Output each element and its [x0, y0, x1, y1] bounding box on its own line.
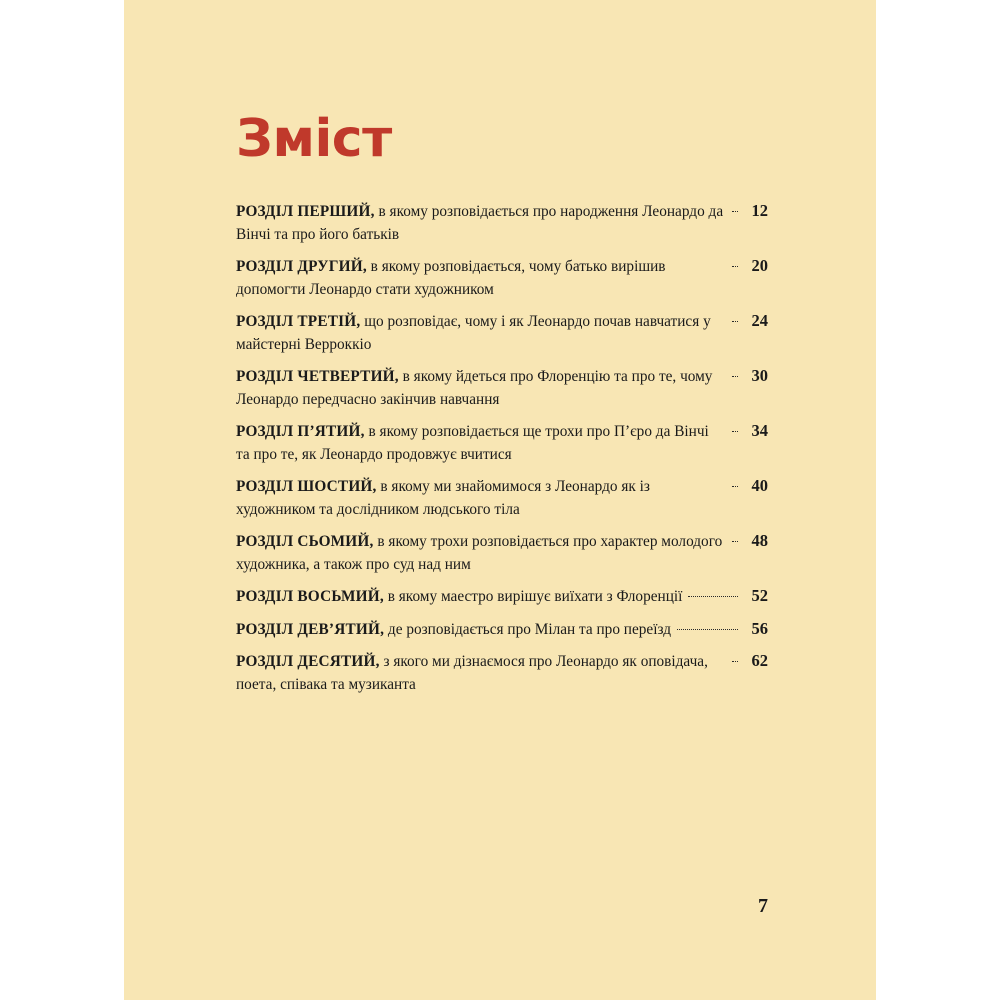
toc-chapter-description: в якому розповідається ще трохи про П’єро да Вінчі та про те, як Леонардо продовжує вчитися — [236, 423, 709, 463]
toc-chapter-heading: РОЗДІЛ ДРУГИЙ, — [236, 258, 367, 275]
toc-page-number: 20 — [751, 256, 768, 275]
toc-chapter-heading: РОЗДІЛ П’ЯТИЙ, — [236, 423, 365, 440]
toc-entry[interactable] — [236, 310, 768, 356]
toc-page-number: 40 — [751, 476, 768, 495]
toc-entry-text — [236, 366, 726, 411]
toc-chapter-heading: РОЗДІЛ ДЕСЯТИЙ, — [236, 653, 380, 670]
dot-leader — [677, 629, 738, 630]
toc-entry-text — [236, 201, 726, 246]
toc-page-number: 56 — [751, 618, 768, 638]
toc-entry-line — [236, 200, 768, 246]
paper-background — [124, 0, 876, 1000]
toc-entry-text — [236, 619, 671, 642]
toc-page-number: 48 — [751, 531, 768, 550]
toc-chapter-description: де розповідається про Мілан та про переїзд — [384, 620, 672, 638]
dot-leader — [732, 211, 738, 212]
toc-entry[interactable] — [236, 255, 768, 301]
toc-page-number: 24 — [751, 311, 768, 330]
page-title: Зміст — [236, 108, 392, 169]
toc-entry-line — [236, 365, 768, 411]
toc-entry-text — [236, 651, 726, 696]
toc-entry-text — [236, 476, 726, 521]
dot-leader — [732, 321, 738, 322]
dot-leader — [732, 541, 738, 542]
toc-entry-line — [236, 650, 768, 696]
toc-entry[interactable] — [236, 530, 768, 576]
toc-entry-line — [236, 310, 768, 356]
toc-chapter-description: в якому розповідається, чому батько вирішив допомогти Леонардо стати художником — [236, 258, 666, 298]
toc-page-number: 12 — [751, 201, 768, 220]
toc-entry-line — [236, 530, 768, 576]
dot-leader — [688, 596, 738, 597]
toc-chapter-description: в якому розповідається про народження Леонардо да Вінчі та про його батьків — [236, 203, 724, 243]
toc-entry-line — [236, 255, 768, 301]
toc-chapter-heading: РОЗДІЛ ПЕРШИЙ, — [236, 203, 375, 220]
toc-entry-text — [236, 311, 726, 356]
toc-page-number: 52 — [751, 586, 768, 605]
toc-page-number: 34 — [751, 421, 768, 440]
toc-entry[interactable] — [236, 365, 768, 411]
toc-chapter-description: в якому ми знайомимося з Леонардо як із художником та дослідником людського тіла — [236, 478, 650, 518]
toc-chapter-description: в якому трохи розповідається про характер молодого художника, а також про суд над ним — [236, 533, 723, 573]
toc-chapter-description: що розповідає, чому і як Леонардо почав навчатися у майстерні Верроккіо — [236, 313, 711, 353]
toc-entry[interactable] — [236, 618, 768, 642]
toc-chapter-heading: РОЗДІЛ СЬОМИЙ, — [236, 533, 374, 550]
toc-chapter-description: в якому йдеться про Флоренцію та про те, чому Леонардо передчасно закінчив навчання — [236, 368, 713, 408]
toc-entry-text — [236, 531, 726, 576]
folio-number: 7 — [758, 895, 768, 917]
table-of-contents — [236, 200, 768, 705]
toc-entry-line — [236, 475, 768, 521]
toc-entry-text — [236, 421, 726, 466]
toc-entry[interactable] — [236, 475, 768, 521]
toc-entry-line — [236, 585, 768, 609]
toc-entry-line — [236, 420, 768, 466]
toc-page-number: 30 — [751, 366, 768, 385]
dot-leader — [732, 661, 738, 662]
toc-chapter-heading: РОЗДІЛ ШОСТИЙ, — [236, 478, 377, 495]
dot-leader — [732, 266, 738, 267]
toc-entry-text — [236, 586, 682, 609]
toc-page-number: 62 — [751, 651, 768, 670]
toc-chapter-heading: РОЗДІЛ ДЕВ’ЯТИЙ, — [236, 620, 385, 638]
toc-chapter-heading: РОЗДІЛ ТРЕТІЙ, — [236, 313, 361, 330]
toc-entry[interactable] — [236, 420, 768, 466]
toc-chapter-description: в якому маестро вирішує виїхати з Флоренції — [383, 588, 683, 605]
toc-entry[interactable] — [236, 200, 768, 246]
toc-entry-line — [236, 618, 768, 642]
dot-leader — [732, 376, 738, 377]
dot-leader — [732, 431, 738, 432]
toc-entry-text — [236, 256, 726, 301]
toc-entry[interactable] — [236, 585, 768, 609]
toc-chapter-heading: РОЗДІЛ ВОСЬМИЙ, — [236, 588, 384, 605]
dot-leader — [732, 486, 738, 487]
toc-entry[interactable] — [236, 650, 768, 696]
toc-chapter-description: з якого ми дізнаємося про Леонардо як оповідача, поета, співака та музиканта — [236, 653, 708, 693]
toc-chapter-heading: РОЗДІЛ ЧЕТВЕРТИЙ, — [236, 368, 399, 385]
